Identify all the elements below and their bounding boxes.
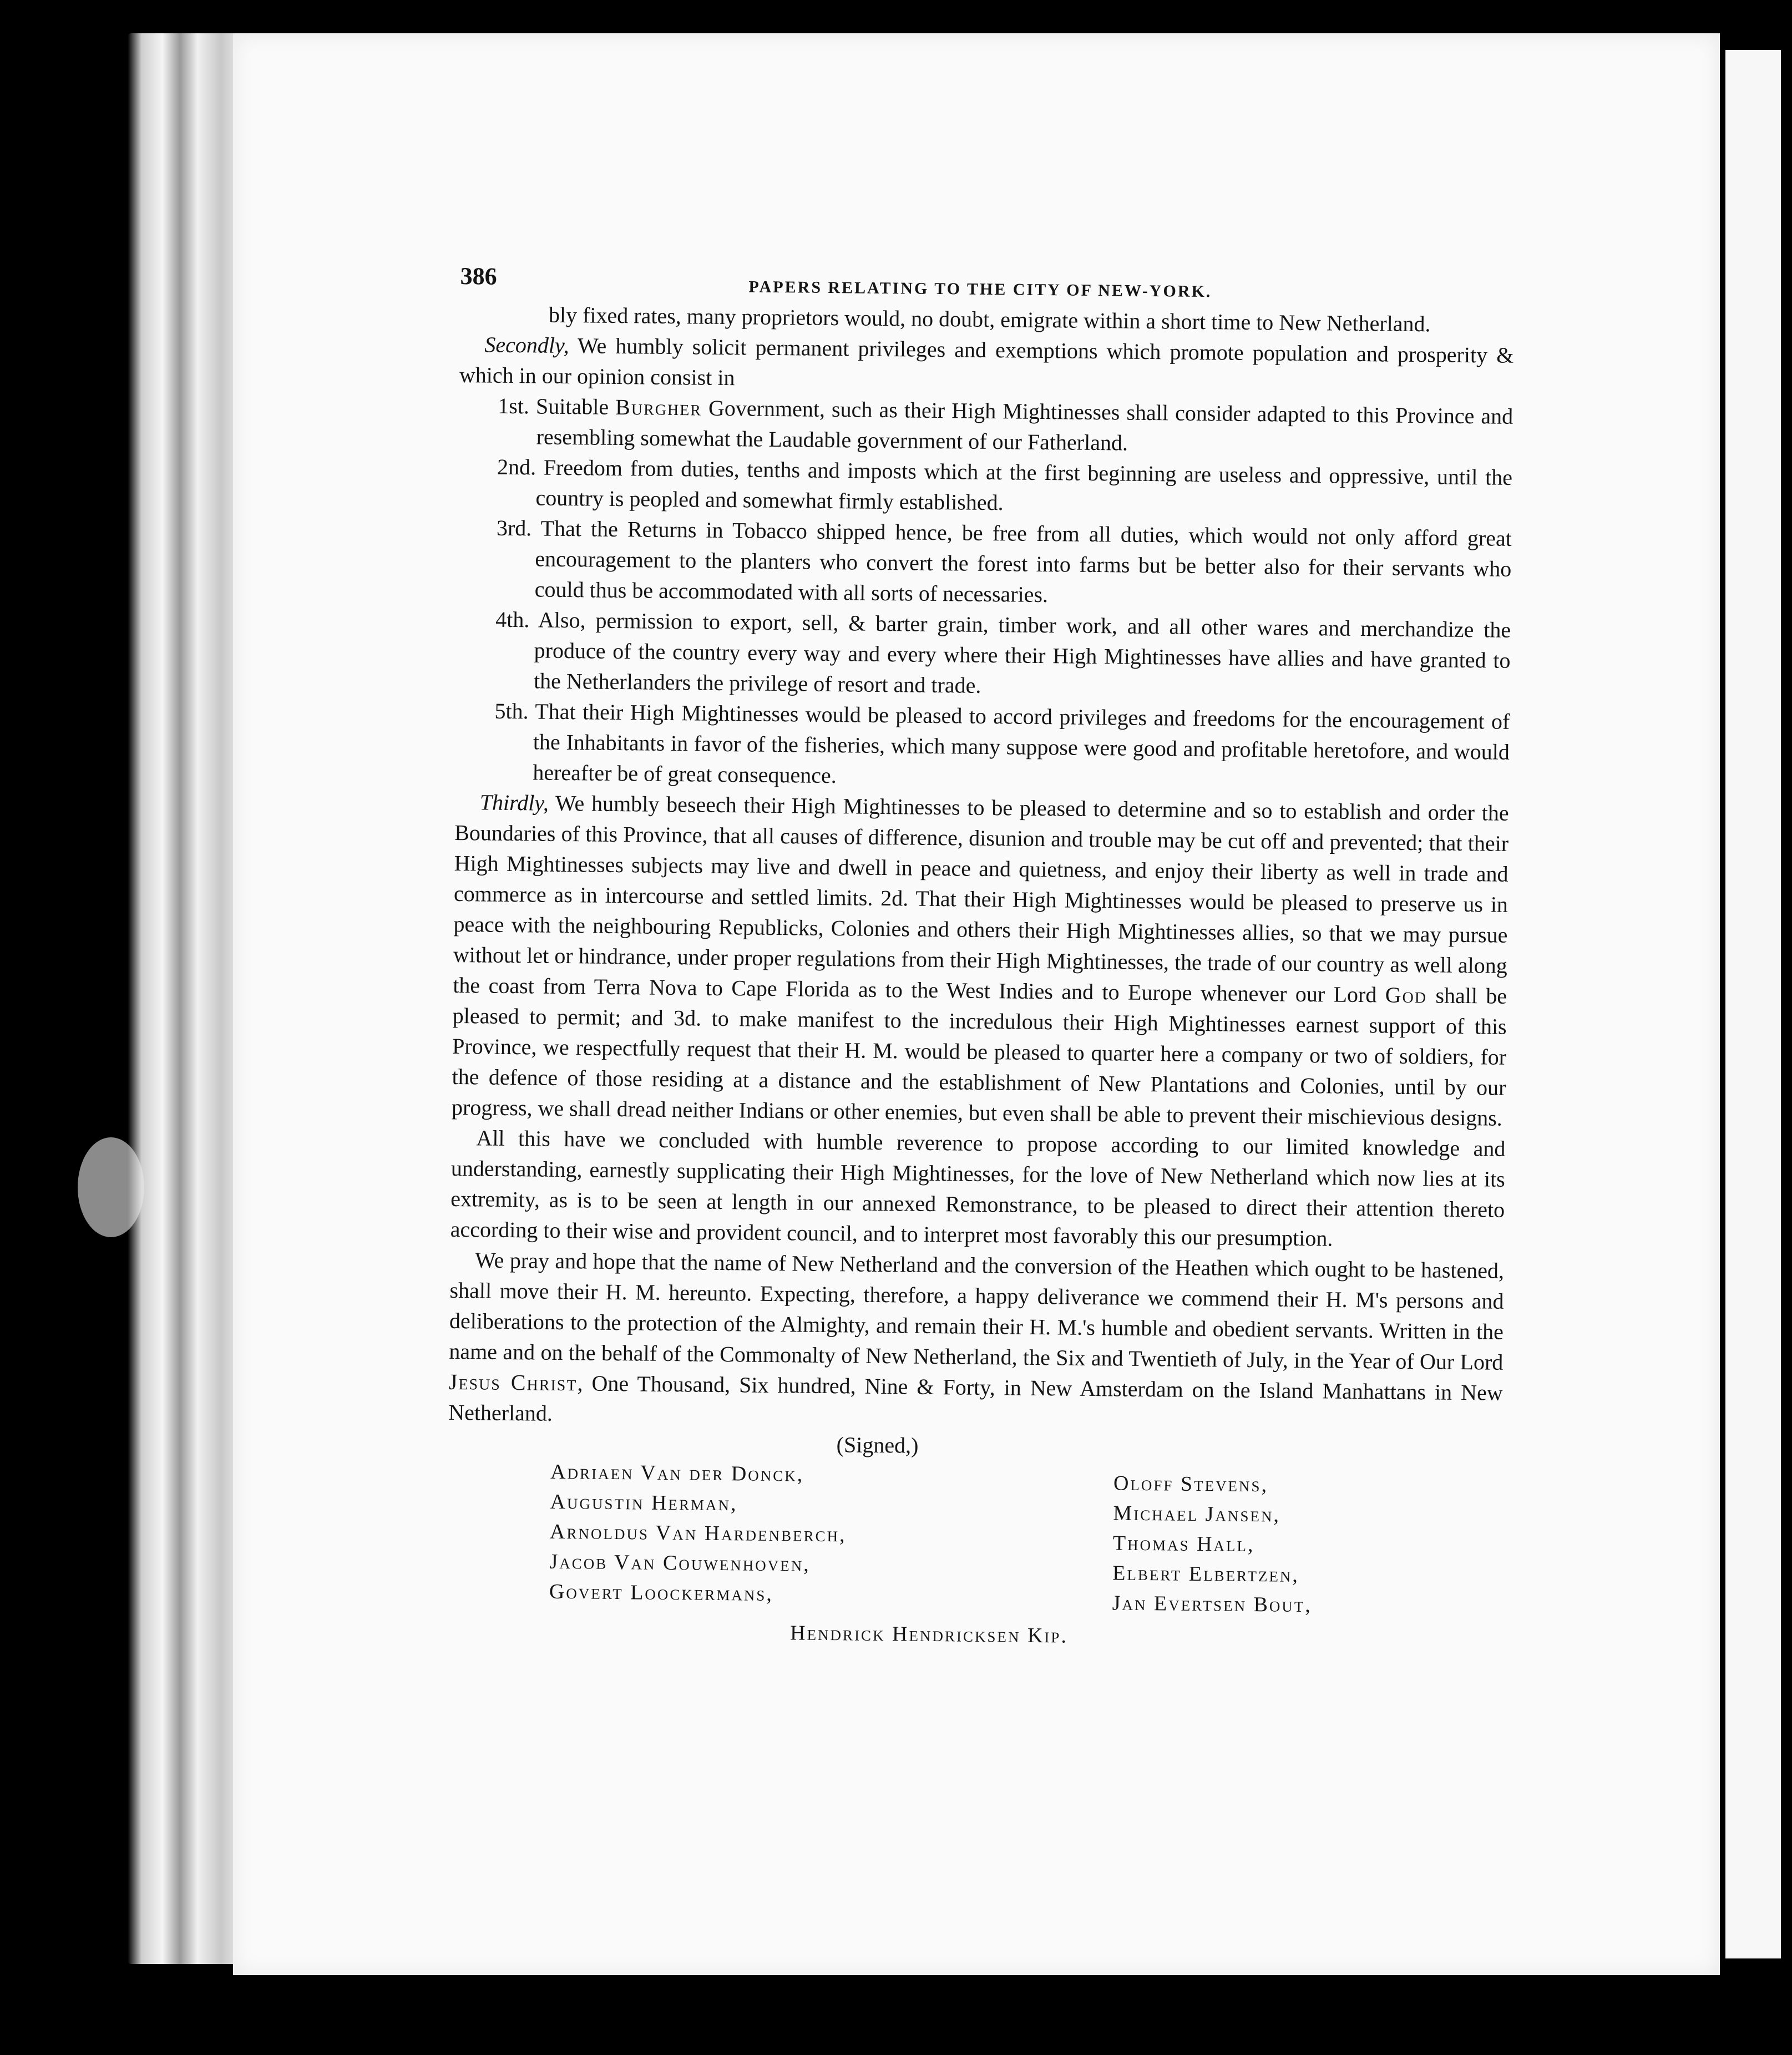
list-item [456, 604, 1511, 706]
page-damage-spot [78, 1137, 144, 1237]
signatory-name: Michael Jansen, [1113, 1501, 1281, 1527]
book-page [233, 33, 1720, 1975]
item-text: That the Returns in Tobacco shipped hence, be free from all duties, which would not only afford great encouragement to the planters who convert the forest into farms but be better also for their servants who could thus be accommodated with all sorts of necessaries. [534, 515, 1512, 608]
signatory-name-bottom: Hendrick Hendricksen Kip. [789, 1621, 1069, 1648]
signatory-name: Arnoldus Van Hardenberch, [549, 1520, 847, 1547]
list-item [457, 512, 1512, 615]
item-text-pre: Suitable [535, 393, 616, 419]
smallcaps-god: God [1385, 982, 1427, 1008]
paragraph-continuation: bly fixed rates, many proprietors would, no doubt, emigrate within a short time to New Netherland. [548, 302, 1431, 337]
paragraph-thirdly [452, 787, 1509, 1133]
paragraph-closing [448, 1244, 1504, 1439]
list-item [455, 695, 1510, 798]
page-header [460, 261, 1515, 305]
facing-page-edge [1725, 50, 1781, 1958]
paragraph-secondly [459, 329, 1514, 401]
signatory-name: Oloff Stevens, [1113, 1471, 1269, 1497]
item-text: Also, permission to export, sell, & barter grain, timber work, and all other wares and merchandize the produce of the country every way and every where their High Mightinesses have allies and have granted to the Netherlanders the privilege of resort and trade. [533, 607, 1511, 698]
paragraph-lead: Thirdly, [479, 789, 549, 816]
paragraph-text: We humbly solicit permanent privileges and exemptions which promote population and prosperity & which in our opinion consist in [459, 333, 1514, 391]
signatory-name: Elbert Elbertzen, [1112, 1561, 1300, 1587]
signatures-left-column [549, 1457, 847, 1610]
item-smallcaps: Burgher [615, 394, 702, 421]
book-spine-edge [128, 33, 244, 1964]
running-title: PAPERS RELATING TO THE CITY OF NEW-YORK. [748, 277, 1212, 301]
paragraph-lead: Secondly, [484, 332, 569, 358]
item-number: 1st. [498, 393, 530, 419]
signatory-name: Thomas Hall, [1112, 1531, 1255, 1557]
page-content [446, 261, 1515, 1667]
signatory-name: Adriaen Van der Donck, [550, 1460, 804, 1486]
signatory-name: Augustin Herman, [550, 1490, 738, 1516]
signed-label: (Signed,) [836, 1432, 919, 1458]
item-number: 2nd. [497, 454, 536, 480]
signatures-right-column [1112, 1468, 1313, 1620]
item-text: Government, such as their High Mightinesses shall consider adapted to this Province and resembling somewhat the Laudable government of our Fatherland. [536, 395, 1513, 455]
paragraph-text: We pray and hope that the name of New Netherland and the conversion of the Heathen which ought to be hastened, shall move their H. M. hereunto. Expecting, therefore, a happy deliverance we commend their H. M's persons and deliberations to the protection of the Almighty, and remain their H. M.'s humble and obedient servants. Written in the name and on the behalf of the Commonalty of New Netherland, the Six and Twentieth of July, in the Year of Our Lord [449, 1247, 1505, 1375]
paragraph-text-cont: , One Thousand, Six hundred, Nine & Forty, in New Amsterdam on the Island Manhattans in New Netherland. [448, 1370, 1503, 1426]
list-item [458, 451, 1512, 523]
item-text: That their High Mightinesses would be pleased to accord privileges and freedoms for the encouragement of the Inhabitants in favor of the fisheries, which many suppose were good and profitable heretofore, and would hereafter be of great consequence. [533, 699, 1510, 788]
signatures-block [446, 1456, 1502, 1667]
signatory-name: Govert Loockermans, [549, 1580, 774, 1606]
paragraph-conclusion: All this have we concluded with humble reverence to propose according to our limited knowledge and understanding, earnestly supplicating their High Mightinesses, for the love of New Netherland which now lies at its extremity, as is to be seen at length in our annexed Remonstrance, to be pleased to direct their attention thereto according to their wise and provident council, and to interpret most favorably this our presumption. [450, 1125, 1506, 1251]
signatory-name: Jan Evertsen Bout, [1112, 1591, 1313, 1617]
privileges-list [455, 390, 1513, 798]
item-text: Freedom from duties, tenths and imposts which at the first beginning are useless and oppressive, until the country is peopled and somewhat firmly established. [535, 454, 1513, 515]
item-number: 5th. [494, 698, 529, 724]
page-number: 386 [460, 262, 497, 290]
paragraph-text: We humbly beseech their High Mightinesses to be pleased to determine and so to establish and order the Boundaries of this Province, that all causes of difference, disunion and trouble may be cut off and prevented; that their High Mightinesses subjects may live and dwell in peace and quietness, and enjoy their liberty as well in trade and commerce as in intercourse and settled limits. 2d. That their High Mightinesses would be pleased to preserve us in peace with the neighbouring Republicks, Colonies and others their High Mightinesses allies, so that we may pursue without let or hindrance, under proper regulations from their High Mightinesses, the trade of our country as well along the coast from Terra Nova to Cape Florida as to the West Indies and to Europe whenever our Lord [453, 790, 1509, 1008]
item-number: 4th. [495, 606, 530, 632]
smallcaps-jesus-christ: Jesus Christ [448, 1369, 578, 1396]
signatory-name: Jacob Van Couwenhoven, [549, 1550, 811, 1576]
item-number: 3rd. [496, 515, 532, 541]
paragraph-text-cont: shall be pleased to permit; and 3d. to make manifest to the incredulous their High Mightinesses earnest support of this Province, we respectfully request that their H. M. would be pleased to quarter here a company or two of soldiers, for the defence of those residing at a distance and the establishment of New Plantations and Colonies, until by our progress, we shall dread neither Indians or other enemies, but even shall be able to prevent their mischievious designs. [451, 983, 1507, 1131]
list-item [458, 390, 1513, 462]
